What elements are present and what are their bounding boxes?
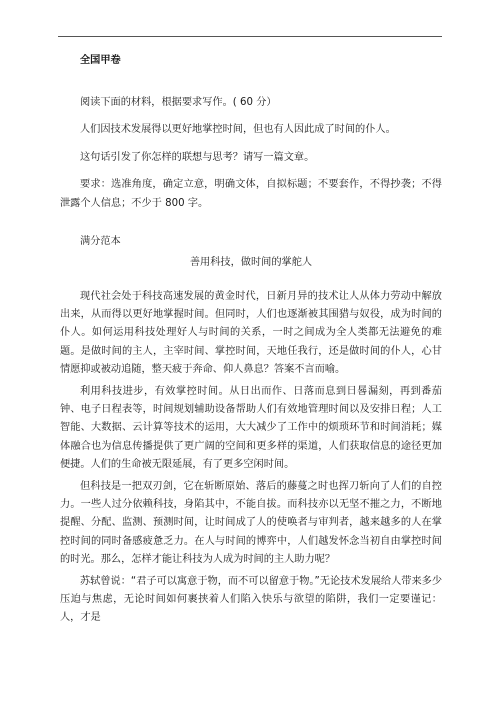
sample-essay [60, 254, 442, 628]
essay-paragraph: 现代社会处于科技高速发展的黄金时代，日新月异的技术让人从体力劳动中解放出来，从而得以更好地掌握时间。但同时，人们也逐渐被其围猎与奴役，成为时间的仆人。如何运用科技处理好人与时间的关系，一时之间成为全人类都无法避免的难题。是做时间的主人，主宰时间、掌控时间，天地任我行，还是做时间的仆人，心甘情愿抑或被动追随，整天疲于奔命、仰人鼻息？答案不言而喻。 [60, 291, 442, 375]
sample-label: 满分范本 [80, 236, 121, 247]
top-divider [58, 36, 442, 37]
document-body [60, 52, 442, 632]
essay-title: 善用科技，做时间的掌舵人 [189, 256, 313, 268]
essay-paragraph: 利用科技进步，有效掌控时间。从日出而作、日落而息到日晷漏刻，再到番茄钟、电子日程表等，时间规划辅助设备帮助人们有效地管理时间以及安排日程；人工智能、大数据、云计算等技术的运用，大大减少了工作中的烦琐环节和时间消耗；媒体融合也为信息传播提供了更广阔的空间和更多样的渠道，人们获取信息的途径更加便捷。人们的生命被无限延展，有了更多空闲时间。 [60, 386, 442, 470]
prompt-question: 这句话引发了你怎样的联想与思考？请写一篇文章。 [80, 151, 315, 163]
prompt-requirements: 要求：选准角度，确定立意，明确文体，自拟标题；不要套作，不得抄袭；不得泄露个人信息；不少于 800 字。 [60, 179, 442, 209]
essay-paragraph: 苏轼曾说：“君子可以寓意于物，而不可以留意于物。”无论技术发展给人带来多少压迫与焦虑，无论时间如何裹挟着人们陷入快乐与欲望的陷阱，我们一定要谨记：人，才是 [60, 576, 443, 624]
essay-paragraph: 但科技是一把双刃剑，它在斩断原始、落后的藤蔓之时也挥刀斩向了人们的自控力。一些人过分依赖科技，身陷其中，不能自拔。而科技亦以无坚不摧之力，不断地提醒、分配、监测、预测时间，让时间成了人的使唤者与审判者，越来越多的人在掌控时间的同时备感疲惫乏力。在人与时间的博弈中，人们越发怀念当初自由掌控时间的时光。那么，怎样才能让科技为人成为时间的主人助力呢？ [60, 481, 442, 565]
prompt-instruction: 阅读下面的材料，根据要求写作。( 60 分） [80, 96, 277, 108]
prompt-material: 人们因技术发展得以更好地掌控时间，但也有人因此成了时间的仆人。 [80, 124, 396, 135]
section-title: 全国甲卷 [80, 55, 121, 66]
writing-prompt [60, 94, 442, 214]
